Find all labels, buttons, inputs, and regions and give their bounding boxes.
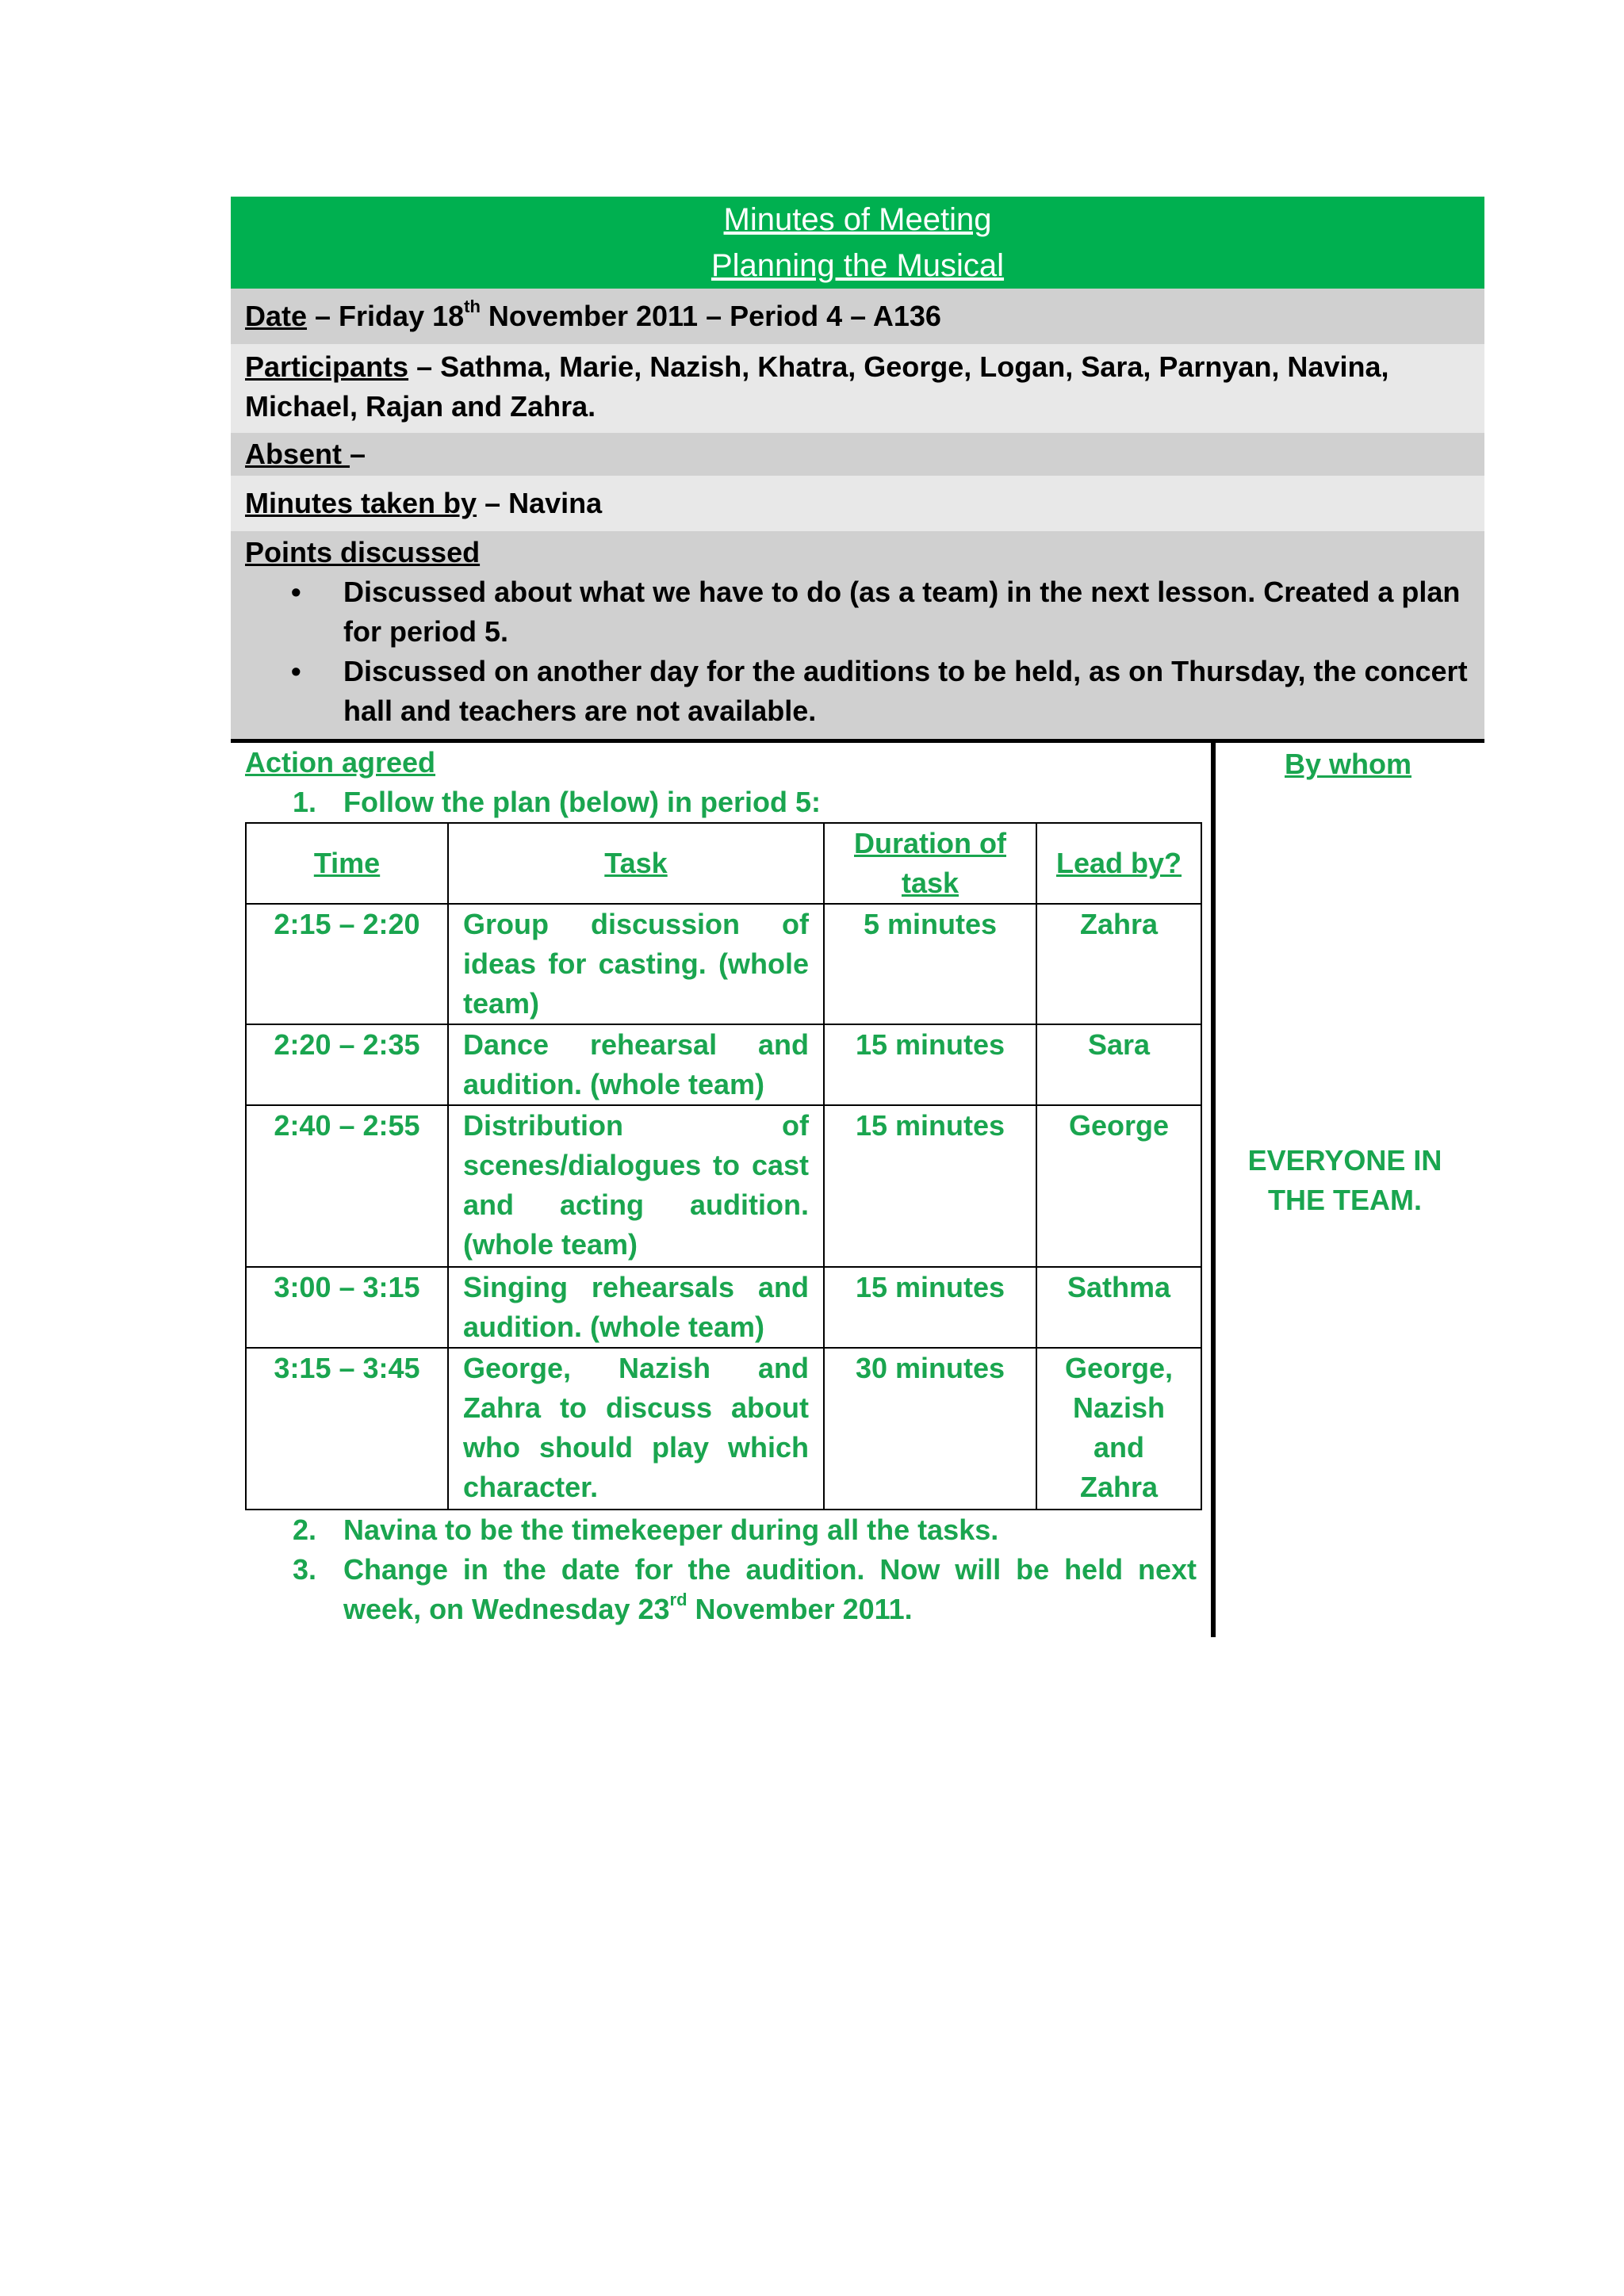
action-item-3-post: November 2011. xyxy=(687,1593,913,1625)
column-header: Duration of task xyxy=(824,823,1036,904)
lead-cell: Zahra xyxy=(1036,904,1201,1024)
table-row xyxy=(246,1024,1201,1105)
list-item xyxy=(245,783,1197,822)
participants-label: Participants xyxy=(245,350,409,383)
action-list xyxy=(245,783,1197,822)
minutes-label: Minutes taken by xyxy=(245,487,477,519)
table-row xyxy=(246,1348,1201,1510)
date-pre: – Friday 18 xyxy=(307,300,465,332)
column-header: Lead by? xyxy=(1036,823,1201,904)
task-cell: Dance rehearsal and audition. (whole team) xyxy=(448,1024,824,1105)
bullet-icon: • xyxy=(291,655,301,687)
list-item xyxy=(245,1510,1197,1550)
date-label: Date xyxy=(245,300,308,332)
absent-label: Absent xyxy=(245,438,350,470)
action-item-3-sup: rd xyxy=(669,1590,688,1609)
duration-cell: 15 minutes xyxy=(824,1024,1036,1105)
table-row xyxy=(246,1105,1201,1267)
date-sup: th xyxy=(464,297,481,316)
time-cell: 3:00 – 3:15 xyxy=(246,1267,448,1348)
by-whom-value: EVERYONE IN THE TEAM. xyxy=(1247,1144,1442,1216)
action-item-3-pre: Change in the date for the audition. Now will be held next week, on Wednesday 23 xyxy=(343,1553,1197,1625)
document-title: Minutes of Meeting xyxy=(723,202,992,237)
lead-cell: Sathma xyxy=(1036,1267,1201,1348)
absent-row xyxy=(231,433,1484,476)
item-number: 1. xyxy=(293,786,317,818)
time-cell: 3:15 – 3:45 xyxy=(246,1348,448,1510)
by-whom-heading: By whom xyxy=(1285,748,1412,780)
time-cell: 2:40 – 2:55 xyxy=(246,1105,448,1267)
column-header: Task xyxy=(448,823,824,904)
plan-table xyxy=(245,822,1202,1510)
bullet-icon: • xyxy=(291,576,301,608)
table-header-row xyxy=(246,823,1201,904)
date-row xyxy=(231,289,1484,344)
absent-value: – xyxy=(350,438,366,470)
task-cell: George, Nazish and Zahra to discuss about who should play which character. xyxy=(448,1348,824,1510)
date-post: November 2011 – Period 4 – A136 xyxy=(480,300,941,332)
actions-column xyxy=(245,743,1197,1629)
action-item-1: Follow the plan (below) in period 5: xyxy=(343,786,821,818)
lead-cell: George, Nazish and Zahra xyxy=(1036,1348,1201,1510)
list-item xyxy=(245,1550,1197,1629)
action-heading: Action agreed xyxy=(245,746,436,779)
time-cell: 2:20 – 2:35 xyxy=(246,1024,448,1105)
minutes-value: – Navina xyxy=(477,487,603,519)
lead-cell: Sara xyxy=(1036,1024,1201,1105)
column-header: Time xyxy=(246,823,448,904)
participants-row xyxy=(231,344,1484,433)
table-row xyxy=(246,1267,1201,1348)
title-band xyxy=(231,197,1484,289)
column-divider xyxy=(1211,743,1216,1637)
duration-cell: 15 minutes xyxy=(824,1267,1036,1348)
participants-value: – Sathma, Marie, Nazish, Khatra, George, Logan, Sara, Parnyan, Navina, Michael, Rajan and Zahra. xyxy=(245,350,1389,423)
point-text: Discussed on another day for the auditions to be held, as on Thursday, the concert hall and teachers are not available. xyxy=(343,655,1468,727)
points-heading: Points discussed xyxy=(245,536,481,568)
duration-cell: 5 minutes xyxy=(824,904,1036,1024)
item-number: 2. xyxy=(293,1513,317,1546)
action-item-2: Navina to be the timekeeper during all the tasks. xyxy=(343,1513,999,1546)
duration-cell: 30 minutes xyxy=(824,1348,1036,1510)
minutes-document xyxy=(231,197,1484,1637)
table-row xyxy=(246,904,1201,1024)
document-subtitle: Planning the Musical xyxy=(710,248,1005,283)
time-cell: 2:15 – 2:20 xyxy=(246,904,448,1024)
action-section xyxy=(231,739,1484,1637)
task-cell: Distribution of scenes/dialogues to cast and acting audition. (whole team) xyxy=(448,1105,824,1267)
points-discussed-row xyxy=(231,531,1484,739)
task-cell: Singing rehearsals and audition. (whole team) xyxy=(448,1267,824,1348)
points-list xyxy=(245,572,1470,731)
duration-cell: 15 minutes xyxy=(824,1105,1036,1267)
action-list-continued xyxy=(245,1510,1197,1629)
lead-cell: George xyxy=(1036,1105,1201,1267)
list-item xyxy=(245,652,1470,731)
task-cell: Group discussion of ideas for casting. (whole team) xyxy=(448,904,824,1024)
item-number: 3. xyxy=(293,1553,317,1586)
list-item xyxy=(245,572,1470,652)
point-text: Discussed about what we have to do (as a team) in the next lesson. Created a plan for period 5. xyxy=(343,576,1461,648)
minutes-taken-row xyxy=(231,476,1484,531)
